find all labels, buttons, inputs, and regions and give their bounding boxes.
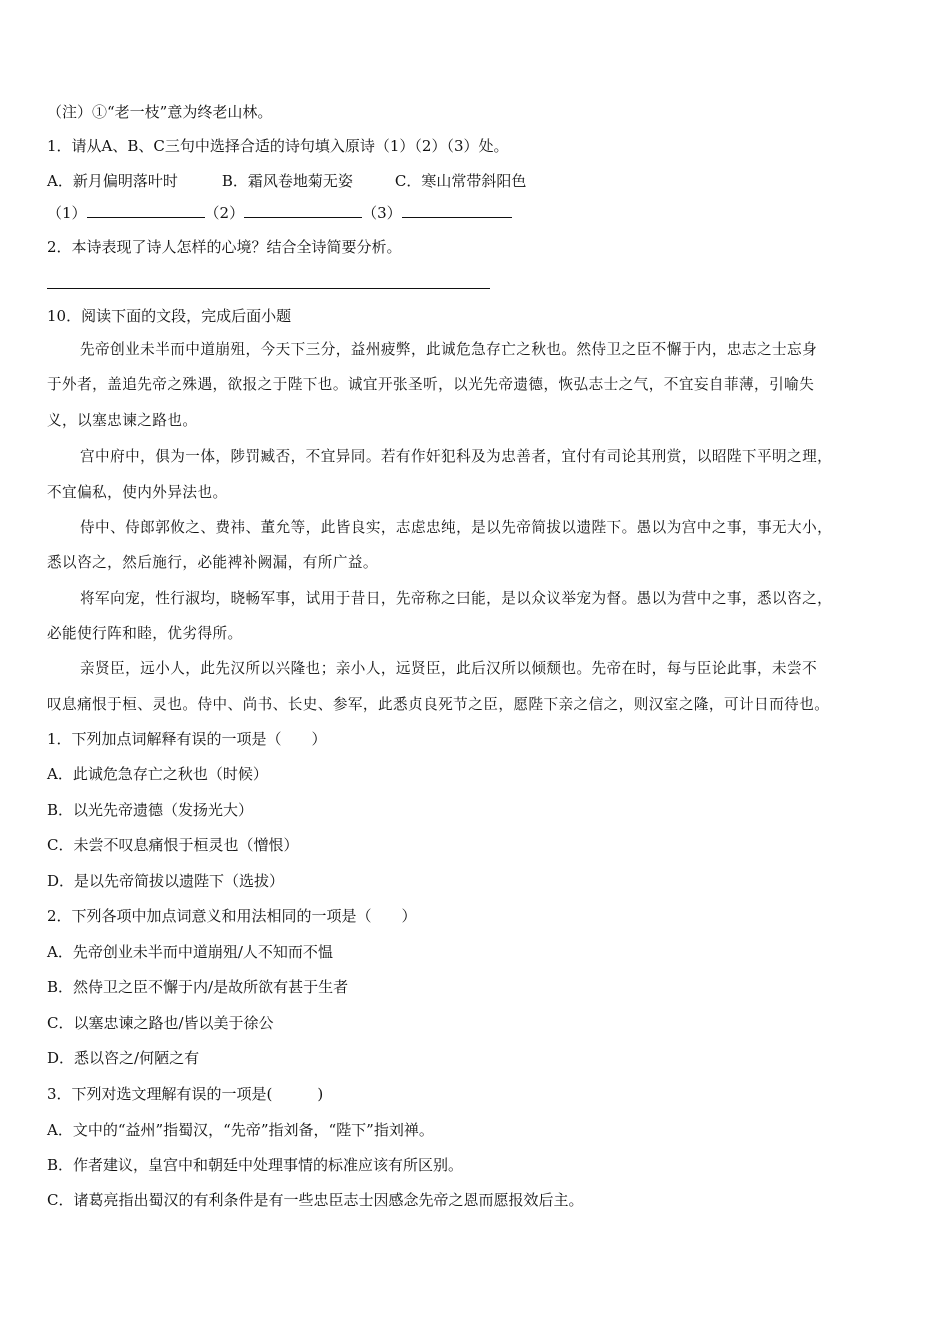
option-line: D．悉以咨之/何陋之有	[47, 1049, 200, 1067]
question-line: 2．下列各项中加点词意义和用法相同的一项是（ ）	[47, 907, 417, 925]
answer-blank-2[interactable]	[244, 203, 362, 218]
blank-1-label: （1）	[47, 204, 87, 222]
option-line: C．未尝不叹息痛恨于桓灵也（憎恨）	[47, 836, 299, 854]
passage-line: 悉以咨之，然后施行，必能裨补阙漏，有所广益。	[47, 554, 378, 571]
passage-line: 于外者，盖追先帝之殊遇，欲报之于陛下也。诚宜开张圣听，以光先帝遗德，恢弘志士之气，不宜妄自菲薄，引喻失	[47, 376, 815, 393]
passage-line: 侍中、侍郎郭攸之、费祎、董允等，此皆良实，志虑忠纯，是以先帝简拔以遗陛下。愚以为宫中之事，事无大小，	[80, 519, 833, 536]
passage-line: 义，以塞忠谏之路也。	[47, 412, 198, 429]
option-line: A．此诚危急存亡之秋也（时候）	[47, 765, 268, 783]
blank-3-label: （3）	[362, 204, 402, 222]
blank-2-label: （2）	[204, 204, 245, 222]
answer-blank-1[interactable]	[87, 203, 205, 218]
poem-option-a: A．新月偏明落叶时	[47, 172, 178, 190]
passage-line: 亲贤臣，远小人，此先汉所以兴隆也；亲小人，远贤臣，此后汉所以倾颓也。先帝在时，每与臣论此事，未尝不	[80, 660, 818, 677]
passage-line: 必能使行阵和睦，优劣得所。	[47, 625, 243, 642]
answer-blank-3[interactable]	[402, 203, 512, 218]
option-line: B．以光先帝遗德（发扬光大）	[47, 801, 254, 819]
option-line: A．先帝创业未半而中道崩殂/人不知而不愠	[47, 943, 333, 961]
passage-line: 宫中府中，俱为一体，陟罚臧否，不宜异同。若有作奸犯科及为忠善者，宜付有司论其刑赏，以昭陛下平明之理，	[80, 448, 833, 465]
option-line: C．以塞忠谏之路也/皆以美于徐公	[47, 1014, 274, 1032]
passage-line: 将军向宠，性行淑均，晓畅军事，试用于昔日，先帝称之曰能，是以众议举宠为督。愚以为营中之事，悉以咨之，	[80, 590, 833, 607]
option-line: C．诸葛亮指出蜀汉的有利条件是有一些忠臣志士因感念先帝之恩而愿报效后主。	[47, 1191, 584, 1209]
option-line: B．作者建议，皇宫中和朝廷中处理事情的标准应该有所区别。	[47, 1156, 464, 1174]
poem-question-2: 2．本诗表现了诗人怎样的心境？结合全诗简要分析。	[47, 238, 402, 256]
passage-line: 先帝创业未半而中道崩殂，今天下三分，益州疲弊，此诚危急存亡之秋也。然侍卫之臣不懈于内，忠志之士忘身	[80, 341, 818, 358]
section-10-heading: 10．阅读下面的文段，完成后面小题	[47, 307, 292, 325]
poem-options-row	[47, 171, 526, 191]
answer-blanks-row	[47, 203, 512, 223]
poem-option-b: B．霜风卷地菊无姿	[221, 172, 353, 190]
passage-line: 不宜偏私，使内外异法也。	[47, 484, 228, 501]
option-line: B．然侍卫之臣不懈于内/是故所欲有甚于生者	[47, 978, 349, 996]
poem-option-c: C．寒山常带斜阳色	[394, 172, 527, 190]
poem-question-1: 1．请从A、B、C三句中选择合适的诗句填入原诗（1）（2）（3）处。	[47, 137, 509, 155]
option-line: A．文中的“益州”指蜀汉，“先帝”指刘备，“陛下”指刘禅。	[47, 1121, 434, 1139]
note-line: （注）①“老一枝”意为终老山林。	[47, 103, 273, 121]
question-line: 1．下列加点词解释有误的一项是（ ）	[47, 730, 327, 748]
answer-line[interactable]	[47, 288, 490, 289]
question-line: 3．下列对选文理解有误的一项是( )	[47, 1085, 324, 1103]
option-line: D．是以先帝简拔以遗陛下（选拔）	[47, 872, 285, 890]
passage-line: 叹息痛恨于桓、灵也。侍中、尚书、长史、参军，此悉贞良死节之臣，愿陛下亲之信之，则汉室之隆，可计日而待也。	[47, 696, 830, 713]
